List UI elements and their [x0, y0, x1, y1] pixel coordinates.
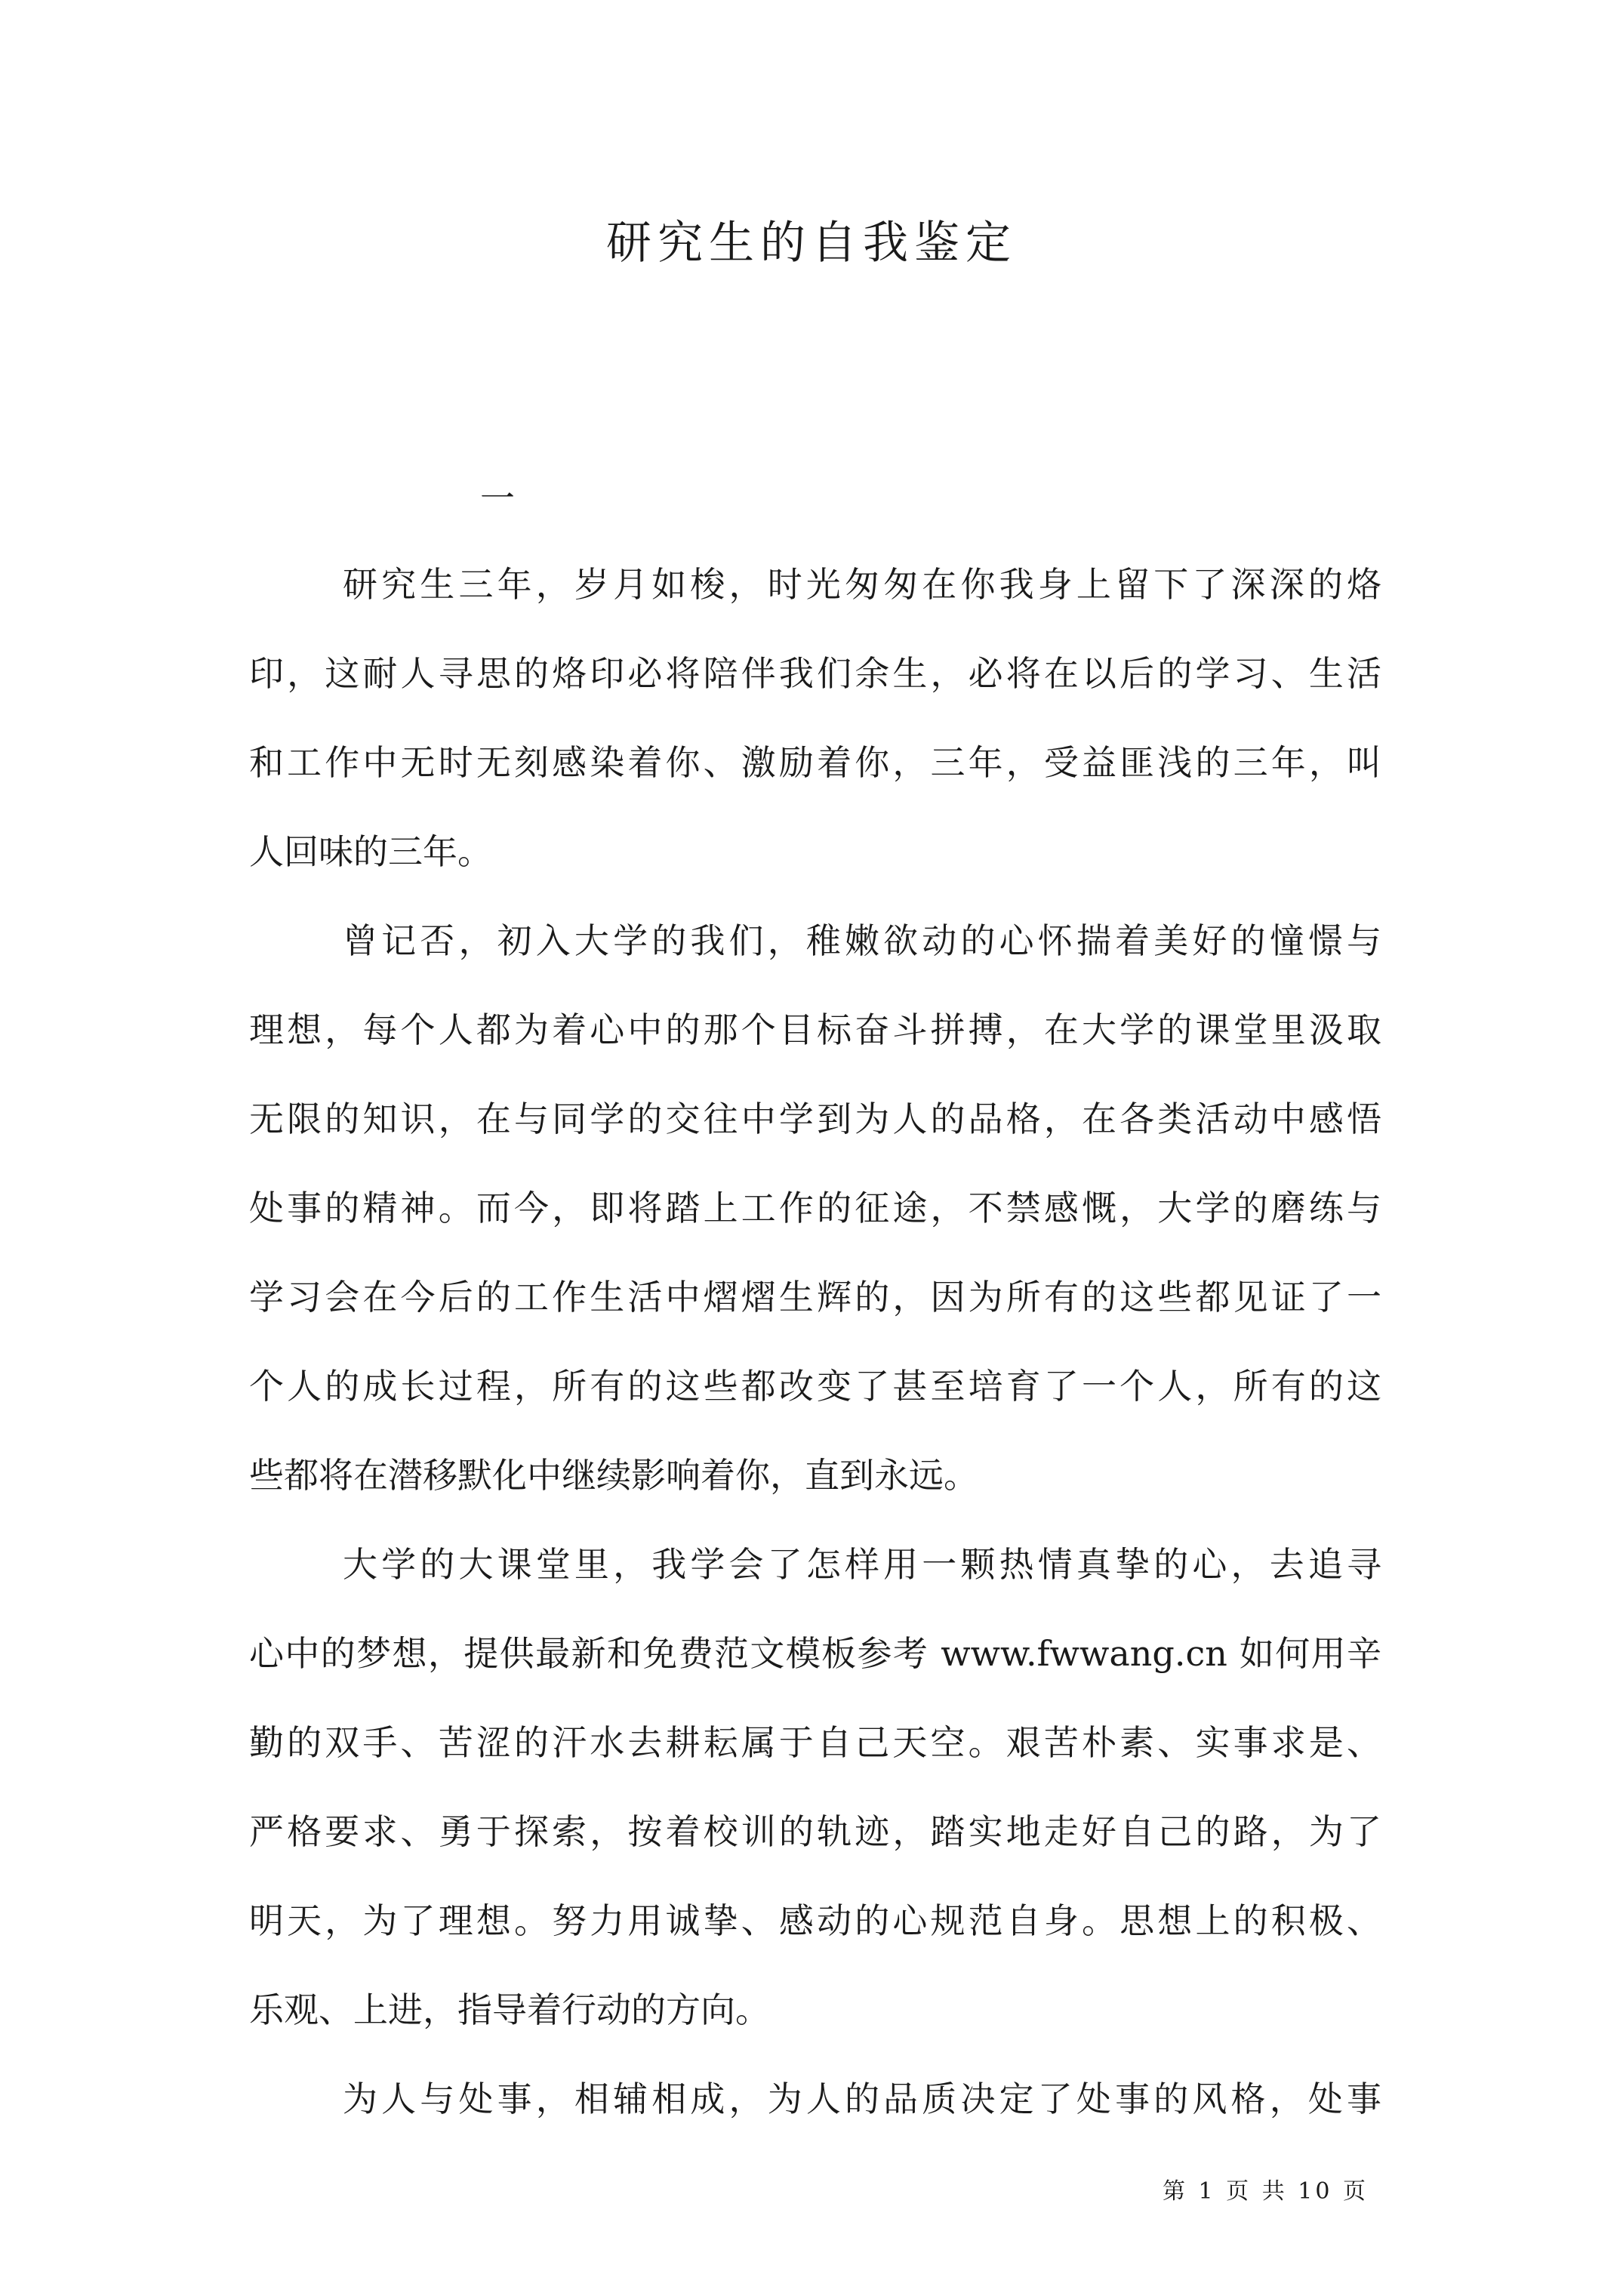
text-line-17: 乐观、上进，指导着行动的方向。	[249, 1989, 770, 2030]
text-line-15: 严格要求、勇于探索，按着校训的轨迹，踏实地走好自己的路，为了	[249, 1811, 1381, 1852]
text-line-8: 处事的精神。而今，即将踏上工作的征途，不禁感慨，大学的磨练与	[249, 1188, 1381, 1228]
page-number: 第 1 页 共 10 页	[1163, 2178, 1369, 2205]
section-marker: 一	[480, 478, 515, 519]
text-line-11: 些都将在潜移默化中继续影响着你，直到永远。	[249, 1455, 978, 1496]
text-line-16: 明天，为了理想。努力用诚挚、感动的心规范自身。思想上的积极、	[249, 1900, 1381, 1941]
text-line-1: 研究生三年，岁月如梭，时光匆匆在你我身上留下了深深的烙	[343, 564, 1381, 605]
text-line-10: 个人的成长过程，所有的这些都改变了甚至培育了一个人，所有的这	[249, 1366, 1381, 1407]
document-title: 研究生的自我鉴定	[606, 217, 1017, 270]
text-line-18: 为人与处事，相辅相成，为人的品质决定了处事的风格，处事	[343, 2079, 1381, 2119]
text-line-14: 勤的双手、苦涩的汗水去耕耘属于自己天空。艰苦朴素、实事求是、	[249, 1722, 1381, 1763]
text-line-5: 曾记否，初入大学的我们，稚嫩欲动的心怀揣着美好的憧憬与	[343, 920, 1381, 961]
text-line-6: 理想，每个人都为着心中的那个目标奋斗拼搏，在大学的课堂里汲取	[249, 1009, 1381, 1050]
text-line-7: 无限的知识，在与同学的交往中学到为人的品格，在各类活动中感悟	[249, 1099, 1381, 1139]
text-line-2: 印，这耐人寻思的烙印必将陪伴我们余生，必将在以后的学习、生活	[249, 653, 1381, 694]
text-line-3: 和工作中无时无刻感染着你、激励着你，三年，受益匪浅的三年，叫	[249, 742, 1381, 783]
text-line-13: 心中的梦想，提供最新和免费范文模板参考 www.fwwang.cn 如何用辛	[249, 1633, 1381, 1674]
text-line-4: 人回味的三年。	[249, 831, 492, 872]
text-line-12: 大学的大课堂里，我学会了怎样用一颗热情真挚的心，去追寻	[343, 1544, 1381, 1585]
text-line-9: 学习会在今后的工作生活中熠熠生辉的，因为所有的这些都见证了一	[249, 1277, 1381, 1318]
